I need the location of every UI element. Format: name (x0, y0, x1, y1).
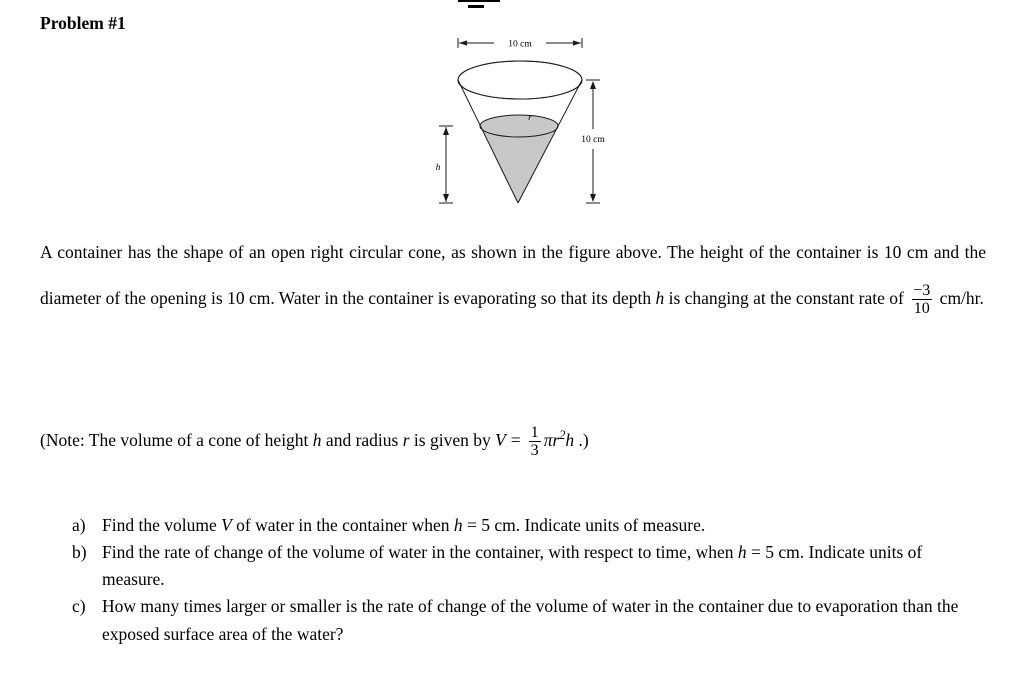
volume-variable: V (495, 429, 506, 450)
question-a-marker: a) (72, 515, 86, 535)
rate-fraction (911, 282, 932, 318)
rate-fraction-denominator: 10 (913, 300, 930, 318)
question-c (72, 593, 964, 647)
formula-h: h (565, 429, 575, 450)
question-a-text (102, 512, 964, 539)
question-a-var1: V (221, 515, 232, 535)
depth-variable: h (655, 287, 665, 308)
question-a-part1: Find the volume (102, 515, 222, 535)
question-a-part2: of water in the container when (231, 515, 454, 535)
note-part2: and radius (321, 429, 403, 450)
question-c-text (102, 593, 964, 647)
formula-exponent: 2 (559, 428, 566, 443)
water-surface (480, 115, 558, 137)
volume-note (40, 424, 589, 460)
fraction-numerator: 1 (530, 424, 539, 441)
cropped-fraction-bar (458, 0, 500, 2)
statement-part1: A container has the shape of an open right circular cone, as shown in the figure above. The height of the container is 10 cm and the diameter of the opening is 10 cm. Water in the container is evaporating so that its depth (40, 242, 986, 308)
question-list (72, 512, 964, 648)
depth-dimension (439, 126, 453, 203)
question-a-var2: h (453, 515, 463, 535)
radius-label: r (528, 113, 532, 123)
note-part4: .) (574, 429, 589, 450)
cone-diagram (430, 30, 660, 220)
formula-pi-r: πr (543, 429, 560, 450)
equals-sign: = (510, 429, 521, 450)
one-third-fraction (529, 424, 541, 460)
statement-part3: cm/hr. (935, 287, 984, 308)
top-width-label: 10 cm (508, 39, 532, 50)
question-a-part3: = 5 cm. Indicate units of measure. (462, 515, 706, 535)
rate-fraction-numerator: −3 (913, 281, 931, 299)
note-part1: (Note: The volume of a cone of height (40, 429, 313, 450)
depth-label: h (435, 163, 441, 173)
cropped-fraction-remnant (468, 5, 484, 8)
statement-part2: is changing at the constant rate of (664, 287, 909, 308)
question-c-part1: How many times larger or smaller is the rate of change of the volume of water in the container due to evaporation than the exposed surface area of the water? (102, 596, 959, 644)
cropped-artifact (458, 0, 504, 9)
question-c-marker: c) (72, 596, 86, 617)
question-b-var1: h (737, 542, 747, 563)
height-label: 10 cm (581, 135, 605, 145)
question-b-part2: = 5 cm. Indicate units of measure. (102, 542, 923, 590)
cone-figure (430, 30, 660, 225)
note-radius-variable: r (402, 429, 410, 450)
question-b-part1: Find the rate of change of the volume of water in the container, with respect to time, when (102, 542, 738, 563)
problem-statement (40, 230, 986, 322)
water-region (480, 115, 558, 203)
fraction-denominator: 3 (530, 442, 539, 460)
question-a (72, 512, 964, 539)
note-height-variable: h (312, 429, 322, 450)
question-b (72, 539, 964, 593)
question-b-text (102, 539, 964, 593)
question-b-marker: b) (72, 542, 87, 563)
note-part3: is given by (409, 429, 496, 450)
page-title: Problem #1 (40, 13, 126, 33)
